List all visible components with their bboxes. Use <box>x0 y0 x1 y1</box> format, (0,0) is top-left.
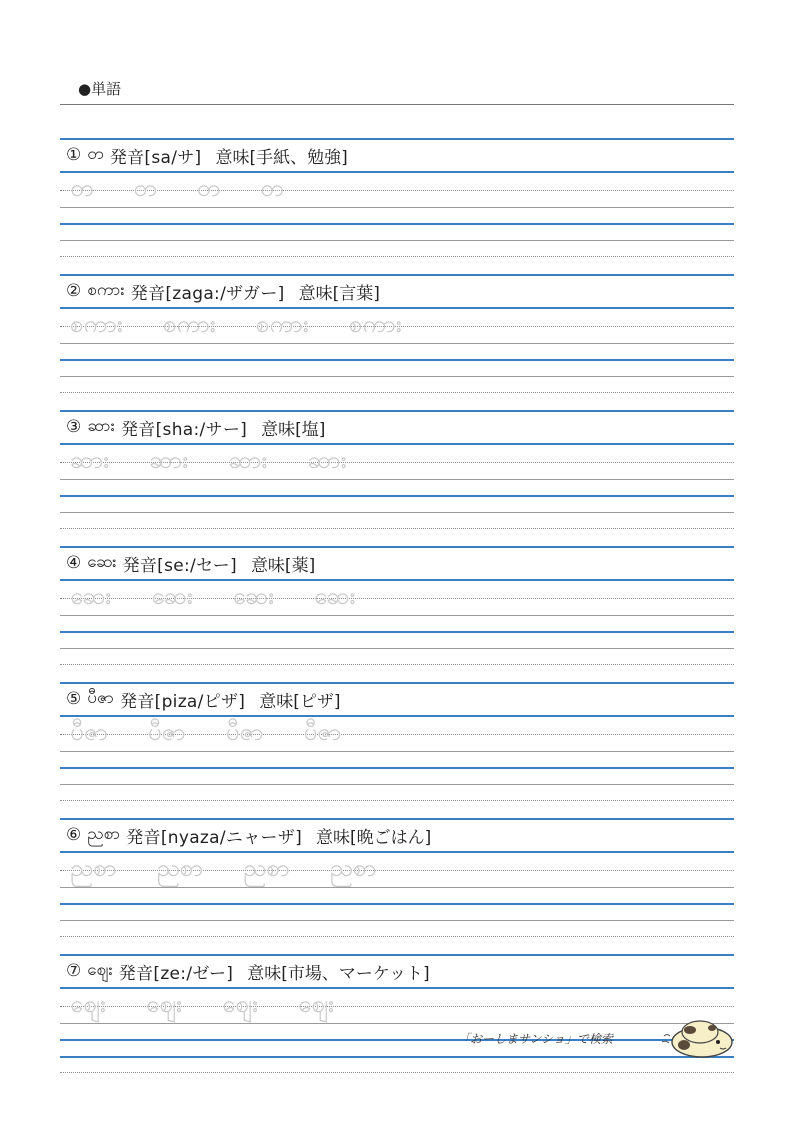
entry-number: ④ <box>66 553 82 573</box>
trace-word: ဆား <box>149 446 189 474</box>
meaning: 意味[言葉] <box>298 283 380 304</box>
trace-word: ဈေး <box>70 990 107 1018</box>
footer-rule <box>60 1056 734 1058</box>
trace-word: ညစာ <box>70 854 117 882</box>
trace-word: ဆေး <box>151 582 193 610</box>
tracing-row <box>70 445 387 479</box>
burmese-word: စကား <box>87 279 125 300</box>
vocab-entry-header <box>66 549 315 577</box>
trace-bottom-rule <box>60 359 734 361</box>
page-title: ●単語 <box>78 80 122 98</box>
trace-word: တ <box>133 174 157 202</box>
trace-word: ပီဇာ <box>225 718 264 746</box>
practice-line-2 <box>60 256 734 257</box>
pronunciation: 発音[sha:/サー] <box>121 419 248 440</box>
trace-word: ပီဇာ <box>303 718 342 746</box>
practice-line-1 <box>60 920 734 921</box>
search-hint: 「おーしまサンショ」で検索 <box>458 1032 613 1046</box>
trace-bottom-rule <box>60 1039 734 1041</box>
vocab-entry-header <box>66 413 325 441</box>
entry-number: ② <box>66 281 82 301</box>
trace-word: စကား <box>348 310 402 338</box>
burmese-word: ဆား <box>87 415 115 436</box>
practice-line-2 <box>60 936 734 937</box>
tracing-row <box>70 989 374 1023</box>
trace-word: တ <box>260 174 284 202</box>
trace-bottom-rule <box>60 495 734 497</box>
trace-word: တ <box>70 174 94 202</box>
entry-number: ① <box>66 145 82 165</box>
mascot-illustration <box>660 1012 736 1060</box>
entry-number: ⑤ <box>66 689 82 709</box>
practice-line-2 <box>60 664 734 665</box>
trace-word: ဆား <box>307 446 347 474</box>
tracing-row <box>70 717 381 751</box>
tracing-row <box>70 581 396 615</box>
vocab-entry-header <box>66 277 380 305</box>
trace-word: ဆေး <box>314 582 356 610</box>
pronunciation: 発音[piza/ピザ] <box>120 691 246 712</box>
header-top-rule <box>60 138 734 140</box>
entry-number: ⑦ <box>66 961 82 981</box>
trace-word: ဆေး <box>70 582 112 610</box>
burmese-word: ပီဇာ <box>87 687 115 708</box>
pronunciation: 発音[zaga:/ザガー] <box>130 283 285 304</box>
pronunciation: 発音[nyaza/ニャーザ] <box>126 827 303 848</box>
meaning: 意味[ピザ] <box>259 691 341 712</box>
meaning: 意味[塩] <box>261 419 326 440</box>
trace-word: ပီဇာ <box>147 718 186 746</box>
entry-number: ⑥ <box>66 825 82 845</box>
practice-line-2 <box>60 528 734 529</box>
trace-word: ဆေး <box>232 582 275 610</box>
trace-word: ဈေး <box>222 990 259 1018</box>
burmese-word: ညစာ <box>87 823 121 844</box>
practice-line-1 <box>60 512 734 513</box>
meaning: 意味[市場、マーケット] <box>247 963 430 984</box>
burmese-word: ဈေး <box>87 959 113 980</box>
header-top-rule <box>60 410 734 412</box>
header-top-rule <box>60 818 734 820</box>
trace-word: စကား <box>255 310 309 338</box>
entry-number: ③ <box>66 417 82 437</box>
trace-bottom-rule <box>60 631 734 633</box>
practice-line-1 <box>60 784 734 785</box>
practice-line-1 <box>60 376 734 377</box>
trace-word: တ <box>196 174 221 202</box>
trace-word: ဆား <box>228 446 268 474</box>
header-top-rule <box>60 954 734 956</box>
practice-line-1 <box>60 648 734 649</box>
trace-word: ဆား <box>70 446 110 474</box>
trace-bottom-rule <box>60 767 734 769</box>
vocab-entry-header <box>66 821 431 849</box>
practice-line-1 <box>60 240 734 241</box>
tracing-row <box>70 309 442 343</box>
header-top-rule <box>60 682 734 684</box>
trace-word: စကား <box>70 310 123 338</box>
pronunciation: 発音[ze:/ゼー] <box>118 963 234 984</box>
trace-word: စကား <box>162 310 216 338</box>
practice-line-2 <box>60 1072 734 1073</box>
tracing-row <box>70 173 324 207</box>
tracing-row <box>70 853 416 887</box>
meaning: 意味[手紙、勉強] <box>215 147 348 168</box>
meaning: 意味[晩ごはん] <box>316 827 432 848</box>
pronunciation: 発音[se:/セー] <box>122 555 237 576</box>
trace-word: ညစာ <box>156 854 204 882</box>
title-rule <box>60 104 734 105</box>
vocab-entry-header <box>66 685 340 713</box>
trace-word: ဈေး <box>298 990 335 1018</box>
practice-line-2 <box>60 392 734 393</box>
header-top-rule <box>60 274 734 276</box>
meaning: 意味[薬] <box>250 555 316 576</box>
trace-word: ညစာ <box>329 854 377 882</box>
trace-word: ညစာ <box>243 854 290 882</box>
trace-word: ဈေး <box>146 990 183 1018</box>
trace-baseline <box>60 207 734 208</box>
practice-line-2 <box>60 800 734 801</box>
header-top-rule <box>60 546 734 548</box>
burmese-word: ဆေး <box>87 551 117 572</box>
trace-bottom-rule <box>60 223 734 225</box>
vocab-entry-header <box>66 957 430 985</box>
burmese-word: တ <box>87 143 104 164</box>
pronunciation: 発音[sa/サ] <box>109 147 202 168</box>
vocab-entry-header <box>66 141 348 169</box>
trace-bottom-rule <box>60 903 734 905</box>
trace-word: ပီဇာ <box>70 718 108 746</box>
